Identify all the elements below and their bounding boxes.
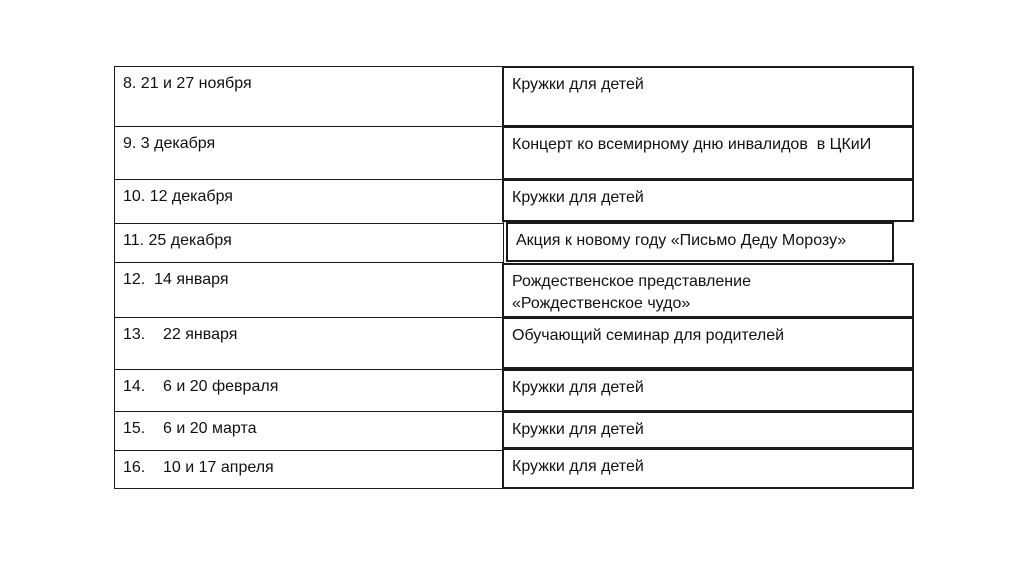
event-cell: Акция к новому году «Письмо Деду Морозу» <box>506 222 894 262</box>
date-cell: 9. 3 декабря <box>114 126 504 180</box>
event-cell: Кружки для детей <box>502 448 914 489</box>
event-cell: Кружки для детей <box>502 369 914 412</box>
event-cell: Кружки для детей <box>502 179 914 222</box>
date-cell: 13. 22 января <box>114 317 504 370</box>
date-cell: 8. 21 и 27 ноября <box>114 66 504 127</box>
date-cell: 15. 6 и 20 марта <box>114 411 504 451</box>
event-cell: Обучающий семинар для родителей <box>502 317 914 369</box>
event-cell: Рождественское представление «Рождественское чудо» <box>502 263 914 318</box>
event-cell: Кружки для детей <box>502 66 914 127</box>
date-cell: 11. 25 декабря <box>114 223 504 263</box>
event-cell: Концерт ко всемирному дню инвалидов в ЦКиИ <box>502 126 914 180</box>
date-cell: 14. 6 и 20 февраля <box>114 369 504 412</box>
event-cell: Кружки для детей <box>502 411 914 449</box>
date-cell: 12. 14 января <box>114 262 504 318</box>
date-cell: 16. 10 и 17 апреля <box>114 450 504 489</box>
date-cell: 10. 12 декабря <box>114 179 504 224</box>
